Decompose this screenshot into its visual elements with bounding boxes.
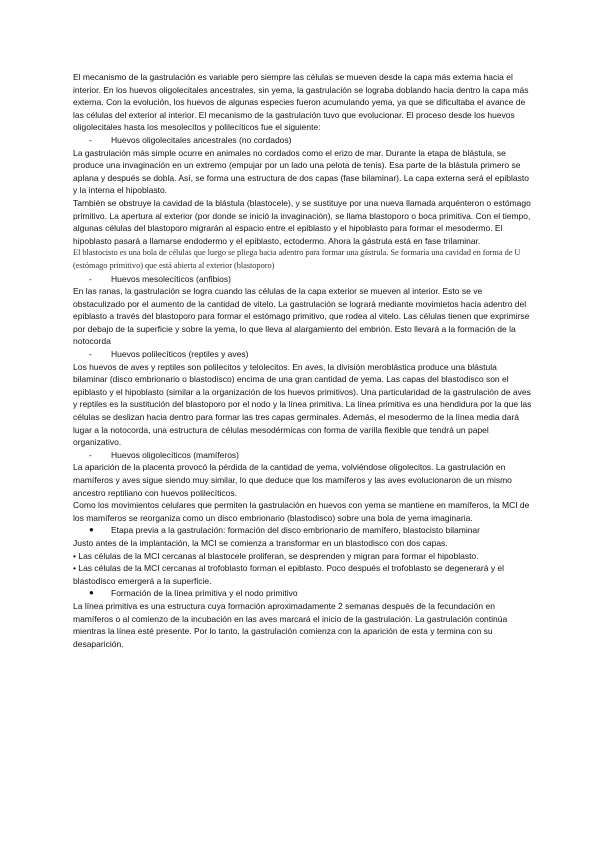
paragraph-linea-primitiva: La línea primitiva es una estructura cuya formación aproximadamente 2 semanas después de la fecundación en mamíferos o al comienzo de la incubación en las aves marcará el inicio de la gastrulación. La gastrulación continúa mientras la línea esté presente. Por lo tanto, la gastrulación comienza con la aparición de esta y termina con su desaparición. bbox=[73, 600, 508, 649]
section-heading-poliloleciticos bbox=[73, 348, 533, 361]
bullet-marker: ● bbox=[89, 588, 94, 598]
bullet-linea-primitiva bbox=[73, 587, 533, 600]
paragraph-hipoblasto: • Las células de la MCI cercanas al blastocele proliferan, se desprenden y migran para formar el hipoblasto. bbox=[73, 550, 479, 561]
dash-marker: - bbox=[89, 273, 92, 284]
paragraph-aves-reptiles: Los huevos de aves y reptiles son polilecitos y telolecitos. En aves, la división meroblástica produce una blástula bilaminar (disco embrionario o blastodisco) encima de una gran cantidad de yema. Las capas del blastodisco son el epiblasto y el hipoblasto (similar a la organización de los huevos primitivos). Una particularidad de la gastrulación de aves y reptiles es la sustitución del blastoporo por el nodo y la línea primitiva. La línea primitiva es una hendidura por la que las células se deslizan hacia dentro para formar las tres capas germinales. Además, el mesodermo de la línea media dará lugar a la notocorda, una estructura de células mesodérmicas con forma de varilla flexible que tendrá un papel organizativo. bbox=[73, 361, 532, 448]
paragraph-blastocisto-note: El blastocisto es una bola de células que luego se pliega hacia adentro para formar una gástrula. Se formaría una cavidad en forma de U (estómago primitivo) que está abierta al exterior (blastoporo) bbox=[73, 248, 521, 270]
section-heading-text: Huevos oligolecitales ancestrales (no cordados) bbox=[111, 134, 292, 145]
document-page bbox=[73, 71, 533, 650]
dash-marker: - bbox=[89, 449, 92, 460]
section-heading-text: Huevos polilecíticos (reptiles y aves) bbox=[111, 349, 249, 360]
paragraph-movimientos-celulares: Como los movimientos celulares que permiten la gastrulación en huevos con yema se mantiene en mamíferos, la MCI de los mamíferos se reorganiza como un disco embrionario (blastodisco) sobre una bola de yema imaginaria. bbox=[73, 500, 530, 523]
bullet-text: Etapa previa a la gastrulación: formación del disco embrionario de mamífero, blastocisto bilaminar bbox=[111, 525, 480, 536]
paragraph-gastrulacion-simple: La gastrulación más simple ocurre en animales no cordados como el erizo de mar. Durante la etapa de blástula, se produce una invaginación en un extremo (empujar por un lado una pelota de tenis). Esa parte de la blástula primero se aplana y después se dobla. Así, se forma una estructura de dos capas (fase bilaminar). La capa externa será el epiblasto y la interna el hipoblasto. bbox=[73, 147, 529, 196]
section-heading-text: Huevos mesolecíticos (anfibios) bbox=[111, 273, 231, 284]
paragraph-ranas: En las ranas, la gastrulación se logra cuando las células de la capa exterior se mueven al interior. Esto se ve obstaculizado por el aumento de la cantidad de vitelo. La gastrulación se logrará mediante movimietos hacia adentro del epiblasto a través del blastoporo para formar el estómago primitivo, que rodea al vitelo. Las células tienen que exprimirse por debajo de la superficie y sobre la yema, lo que lleva al alargamiento del embrión. Esto llevará a la formación de la notocorda bbox=[73, 286, 530, 347]
bullet-marker: ● bbox=[89, 525, 94, 535]
section-heading-oligolecitales bbox=[73, 134, 533, 147]
paragraph-implantacion: Justo antes de la implantación, la MCI se comienza a transformar en un blastodisco con dos capas. bbox=[73, 537, 448, 548]
bullet-etapa-previa bbox=[73, 524, 533, 537]
paragraph-epiblasto: • Las células de la MCI cercanas al trofoblasto forman el epiblasto. Poco después el trofoblasto se degenerará y el blastodisco emergerá a la superficie. bbox=[73, 563, 505, 586]
dash-marker: - bbox=[89, 349, 92, 360]
paragraph-arquenteron: También se obstruye la cavidad de la blástula (blastocele), y se sustituye por una nueva llamada arquénteron o estómago primitivo. La apertura al exterior (por donde se inició la invaginación), se llama blastoporo o boca primitiva. Con el tiempo, algunas células del blastoporo migrarán al espacio entre el epiblasto y el hipoblasto para formar el mesodermo. El hipoblasto pasará a llamarse endodermo y el epiblasto, ectodermo. Ahora la gástrula está en fase trilaminar. bbox=[73, 197, 531, 246]
bullet-text: Formación de la línea primitiva y el nodo primitivo bbox=[111, 588, 298, 599]
dash-marker: - bbox=[89, 134, 92, 145]
section-heading-mesoleciticos bbox=[73, 273, 533, 286]
paragraph-intro: El mecanismo de la gastrulación es variable pero siempre las células se mueven desde la capa más externa hacia el interior. En los huevos oligolecitales ancestrales, sin yema, la gastrulación se lograba doblando hacia dentro la capa más externa. Con la evolución, los huevos de algunas especies fueron acumulando yema, ya que se dificultaba el avance de las células del exterior al interior. El mecanismo de la gastrulación tuvo que evolucionar. El proceso desde los huevos oligolecitales hasta los mesolecítos y polilecíticos fue el siguiente: bbox=[73, 72, 529, 133]
section-heading-mamiferos bbox=[73, 449, 533, 462]
section-heading-text: Huevos oligolecíticos (mamíferos) bbox=[111, 449, 240, 460]
paragraph-placenta: La aparición de la placenta provocó la pérdida de la cantidad de yema, volviéndose oligolecitos. La gastrulación en mamíferos y aves sigue siendo muy similar, lo que deduce que los mamíferos y las aves evolucionaron de un mismo ancestro reptiliano con huevos polilecíticos. bbox=[73, 462, 512, 498]
